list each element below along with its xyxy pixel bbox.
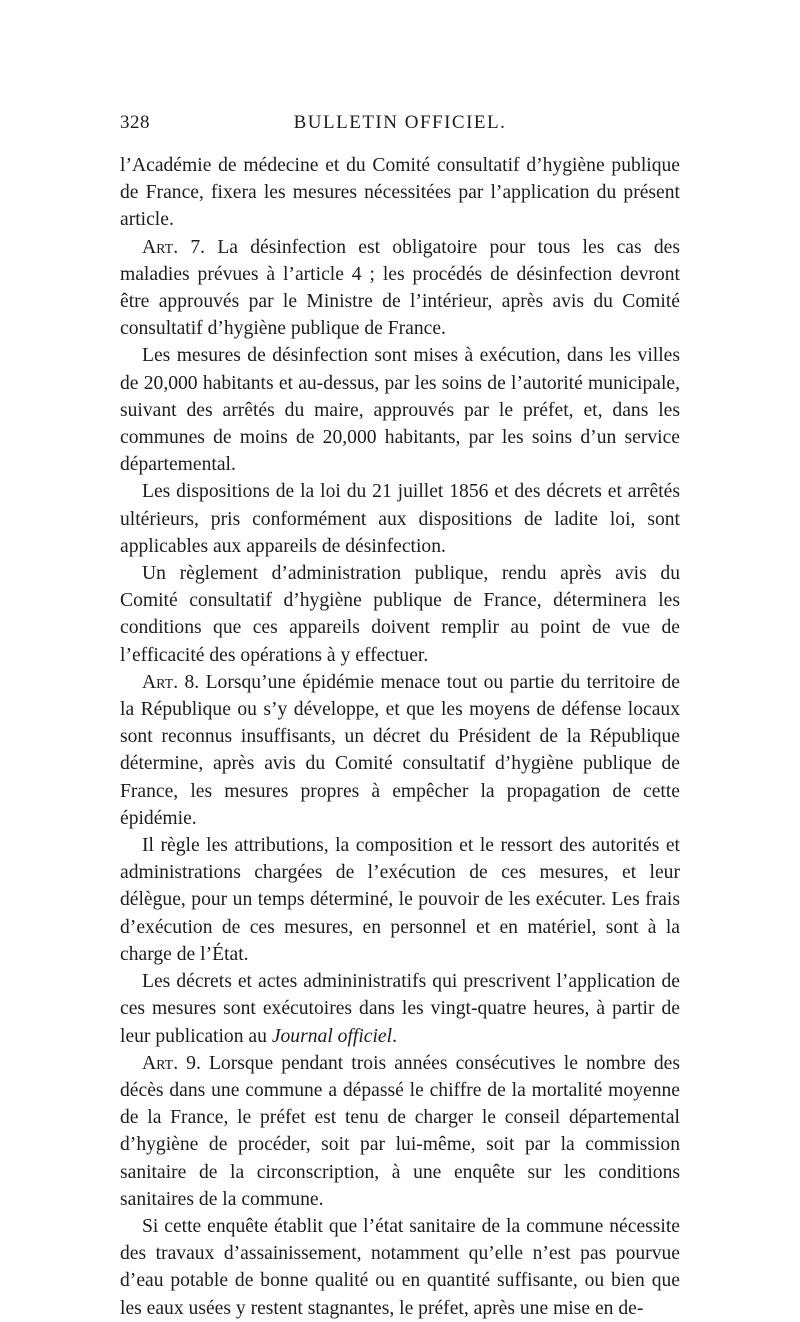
paragraph-8 (120, 968, 680, 1050)
paragraph-10 (120, 1213, 680, 1322)
paragraph-text: Il règle les attributions, la composition et le ressort des autorités et administrations chargées de l’exécution de ces mesures, et leur délègue, pour un temps déterminé, le pouvoir de les exécuter. Les frais d’exécution de ces mesures, en personnel et en matériel, sont à la charge de l’État. (120, 835, 680, 965)
paragraph-3 (120, 342, 680, 478)
article-8-paragraph (120, 669, 680, 832)
paragraph-text: Un règlement d’administration publique, rendu après avis du Comité consultatif d’hygiène publique de France, déterminera les conditions que ces appareils doivent remplir au point de vue de l’efficacité des opérations à y effectuer. (120, 563, 680, 666)
paragraph-text: Si cette enquête établit que l’état sanitaire de la commune nécessite des travaux d’assainissement, notamment qu’elle n’est pas pourvue d’eau potable de bonne qualité ou en quantité suffisante, ou bien que les eaux usées y restent stagnantes, le préfet, après une mise en de- (120, 1215, 680, 1319)
journal-officiel-title: Journal officiel (271, 1025, 393, 1047)
paragraph-tail: . (392, 1025, 397, 1047)
article-7-paragraph (120, 234, 680, 343)
article-label: Art. 8. (142, 671, 200, 693)
book-page (120, 108, 680, 1322)
paragraph-text: Lorsque pendant trois années consécutives le nombre des décès dans une commune a dépassé le chiffre de la mortalité moyenne de la France, le préfet est tenu de charger le conseil départemental d’hygiène de procéder, soit par lui-même, soit par la commission sanitaire de la circonscription, à une enquête sur les conditions sanitaires de la commune. (120, 1052, 680, 1210)
page-number: 328 (120, 112, 150, 133)
paragraph-4 (120, 478, 680, 560)
running-title: BULLETIN OFFICIEL. (293, 112, 507, 133)
paragraph-text: La désinfection est obligatoire pour tous les cas des maladies prévues à l’article 4 ; les procédés de désinfection devront être approuvés par le Ministre de l’intérieur, après avis du Comité consultatif d’hygiène publique de France. (120, 236, 680, 340)
paragraph-text: Les décrets et actes admininistratifs qui prescrivent l’application de ces mesures sont exécutoires dans les vingt-quatre heures, à partir de leur publication au (120, 971, 680, 1047)
article-label: Art. 7. (142, 236, 206, 258)
running-header (120, 108, 680, 138)
article-9-paragraph (120, 1050, 680, 1213)
paragraph-5 (120, 560, 680, 669)
paragraph-text: Les mesures de désinfection sont mises à exécution, dans les villes de 20,000 habitants et au-dessus, par les soins de l’autorité municipale, suivant des arrêtés du maire, approuvés par le préfet, et, dans les communes de moins de 20,000 habitants, par les soins d’un service départemental. (120, 345, 680, 476)
paragraph-text: Lorsqu’une épidémie menace tout ou partie du territoire de la République ou s’y développe, et que les moyens de défense locaux sont reconnus insuffisants, un décret du Président de la République détermine, après avis du Comité consultatif d’hygiène publique de France, les mesures propres à empêcher la propagation de cette épidémie. (120, 671, 680, 829)
paragraph-text: Les dispositions de la loi du 21 juillet 1856 et des décrets et arrêtés ultérieurs, pris conformément aux dispositions de ladite loi, sont applicables aux appareils de désinfection. (120, 481, 680, 557)
paragraph-1 (120, 152, 680, 234)
body-text (120, 152, 680, 1322)
paragraph-7 (120, 832, 680, 968)
paragraph-text: l’Académie de médecine et du Comité consultatif d’hygiène publique de France, fixera les mesures nécessitées par l’application du présent article. (120, 155, 680, 231)
article-label: Art. 9. (142, 1052, 201, 1074)
